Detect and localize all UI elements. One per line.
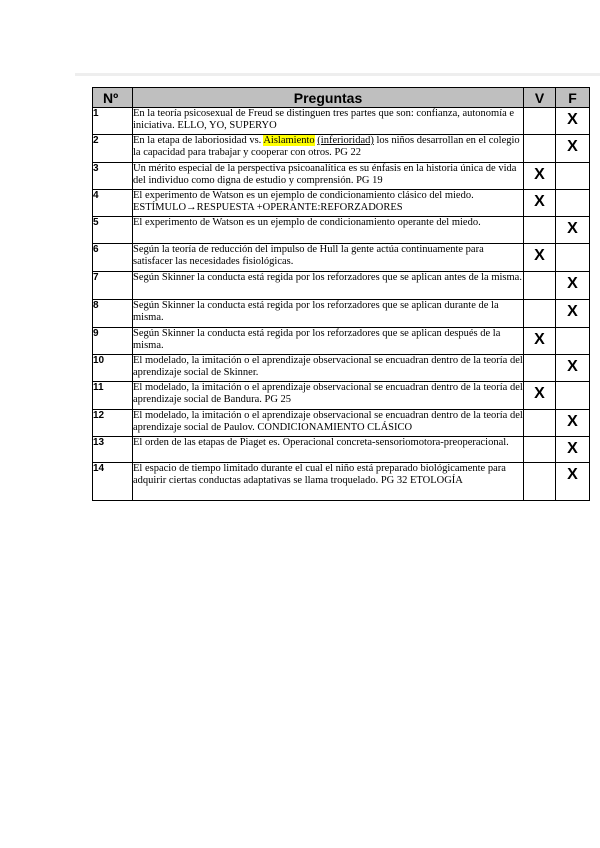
question-text-part: Según la teoría de reducción del impulso de Hull la gente actúa continuamente para satisfacer las necesidades fisiológicas. [133,244,484,267]
question-text [133,300,524,328]
table-row [93,272,590,300]
table-row [93,382,590,410]
question-number: 2 [93,135,133,163]
false-cell [556,244,590,272]
question-text-part: Según Skinner la conducta está regida por los reforzadores que se aplican durante de la misma. [133,300,499,323]
question-text-part: El modelado, la imitación o el aprendizaje observacional se encuadran dentro de la teoría del aprendizaje social de Paulov. CONDICIONAMIENTO CLÁSICO [133,410,523,433]
false-cell [556,437,590,463]
x-mark: X [567,303,578,320]
x-mark: X [567,358,578,375]
question-number: 12 [93,410,133,437]
bold-annotation: Bandura. PG 25 [223,394,292,405]
false-cell [556,217,590,244]
false-cell [556,410,590,437]
x-mark: X [534,166,545,183]
table-row [93,410,590,437]
underlined-text: (inferioridad) [317,135,374,146]
table-row [93,244,590,272]
false-cell [556,135,590,163]
bold-annotation: ELLO, YO, SUPERYO [177,120,277,131]
bold-annotation: los reforzadores que se aplican después [312,328,478,339]
table-row [93,463,590,501]
false-cell [556,272,590,300]
x-mark: X [567,440,578,457]
question-number: 1 [93,108,133,135]
false-cell [556,463,590,501]
x-mark: X [534,193,545,210]
question-number: 9 [93,328,133,355]
question-number: 13 [93,437,133,463]
question-text [133,190,524,217]
bold-annotation: PG 22 [334,147,361,158]
x-mark: X [567,220,578,237]
true-cell [524,135,556,163]
bold-annotation: ESTÍMULO→RESPUESTA +OPERANTE:REFORZADORES [133,202,403,213]
x-mark: X [534,331,545,348]
x-mark: X [567,413,578,430]
x-mark: X [567,466,578,483]
question-text [133,135,524,163]
x-mark: X [567,275,578,292]
false-cell [556,108,590,135]
question-text-part: El modelado, la imitación o el aprendizaje observacional se encuadran dentro de la teoría del aprendizaje social de [133,382,523,405]
true-cell [524,382,556,410]
question-text-part: El espacio de tiempo limitado durante el cual el niño está preparado biológicamente para adquirir ciertas conductas adaptativas se llama troquelado. [133,463,506,486]
question-number: 8 [93,300,133,328]
true-cell [524,437,556,463]
true-cell [524,272,556,300]
false-cell [556,355,590,382]
false-cell [556,382,590,410]
question-text-part: El experimento de Watson es un ejemplo de condicionamiento operante del miedo. [133,217,481,228]
true-cell [524,244,556,272]
question-number: 5 [93,217,133,244]
question-text-part: El orden de las etapas de Piaget es. Operacional concreta-sensoriomotora-preoperacional. [133,437,509,448]
question-number: 14 [93,463,133,501]
false-cell [556,190,590,217]
x-mark: X [567,111,578,128]
question-text-part: En la teoría psicosexual de Freud se distinguen tres partes que son: confianza, autonomía e iniciativa. [133,108,515,131]
question-number: 6 [93,244,133,272]
question-text [133,437,524,463]
question-text [133,382,524,410]
table-row [93,190,590,217]
table-row [93,217,590,244]
table-row [93,135,590,163]
question-number: 11 [93,382,133,410]
question-text [133,272,524,300]
header-false: F [556,88,590,108]
question-number: 4 [93,190,133,217]
question-text [133,410,524,437]
question-text [133,463,524,501]
table-row [93,300,590,328]
question-text-part: Según Skinner la conducta está regida por los reforzadores que se aplican antes de la misma. [133,272,522,283]
table-row [93,437,590,463]
question-text-part: Un mérito especial de la perspectiva psicoanalítica es su énfasis en la historia única de vida del individuo como digna de estudio y comprensión. [133,163,517,186]
question-text-part: El experimento de Watson es un ejemplo de condicionamiento clásico del miedo. [133,190,474,201]
quiz-table [92,87,590,501]
question-text [133,355,524,382]
question-number: 7 [93,272,133,300]
bold-annotation: PG 19 [356,175,383,186]
header-question: Preguntas [133,88,524,108]
table-row [93,328,590,355]
question-number: 10 [93,355,133,382]
true-cell [524,328,556,355]
question-text-part: El modelado, la imitación o el aprendizaje observacional se encuadran dentro de la teoría del aprendizaje social de Skinner. [133,355,523,378]
question-text [133,328,524,355]
header-true: V [524,88,556,108]
true-cell [524,163,556,190]
table-row [93,163,590,190]
true-cell [524,108,556,135]
header-number: Nº [93,88,133,108]
question-text [133,163,524,190]
question-text-part: los niños desarrollan en el colegio la capacidad para trabajar y cooperar con otros. [133,135,520,158]
false-cell [556,163,590,190]
question-text-part: Según Skinner la conducta está regida por [133,328,313,339]
false-cell [556,300,590,328]
false-cell [556,328,590,355]
true-cell [524,190,556,217]
question-text [133,217,524,244]
top-divider [75,73,600,76]
question-text-part: En la etapa de laboriosidad vs. [133,135,264,146]
true-cell [524,463,556,501]
header-row [93,88,590,108]
bold-annotation: PG 32 ETOLOGÍA [380,475,463,486]
question-text [133,108,524,135]
x-mark: X [534,247,545,264]
true-cell [524,300,556,328]
question-number: 3 [93,163,133,190]
table-row [93,355,590,382]
true-cell [524,355,556,382]
true-cell [524,217,556,244]
highlighted-text: Aislamiento [263,135,315,146]
x-mark: X [534,385,545,402]
question-text-part: de la misma. [133,328,501,351]
table-row [93,108,590,135]
question-text [133,244,524,272]
true-cell [524,410,556,437]
x-mark: X [567,138,578,155]
